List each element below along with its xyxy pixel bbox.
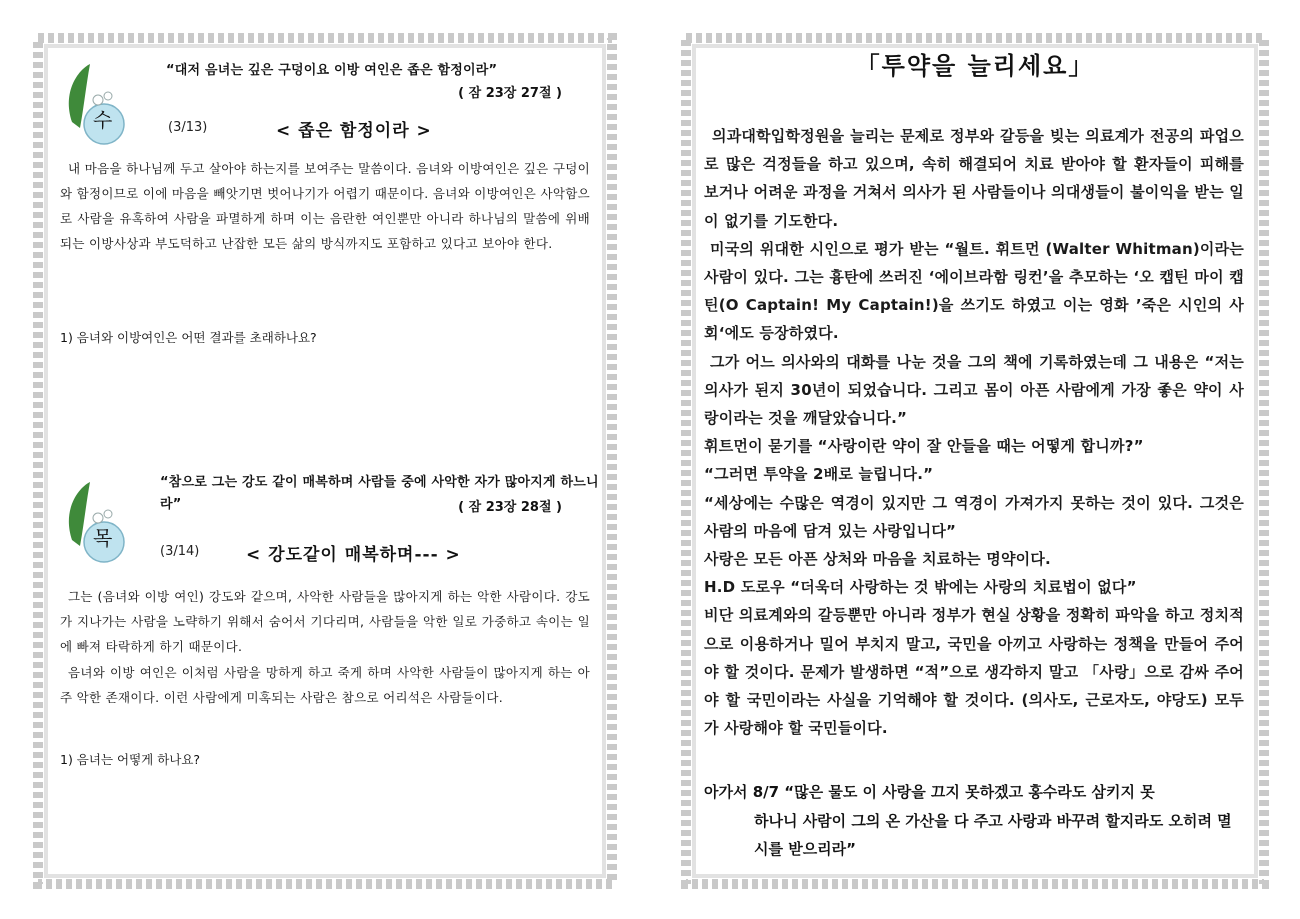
- verse-reference: ( 잠 23장 27절 ): [458, 86, 562, 101]
- column-paragraph: 의과대학입학정원을 늘리는 문제로 정부와 갈등을 빚는 의료계가 전공의 파업으로 많은 걱정들을 하고 있으며, 속히 해결되어 치료 받아야 할 환자들이 피해를 보거나 어려운 과정을 거쳐서 의사가 된 사람들이나 의대생들이 불이익을 받는 일이 없기를 기도한다.: [704, 127, 1244, 230]
- column-title: 「투약을 늘리세요」: [855, 52, 1095, 80]
- day-title: < 좁은 함정이라 >: [276, 121, 432, 141]
- badge-weekday: 목: [93, 526, 113, 550]
- column-paragraph: 비단 의료계와의 갈등뿐만 아니라 정부가 현실 상황을 정확히 파악을 하고 정치적으로 이용하거나 밀어 부치지 말고, 국민을 아끼고 사랑하는 정책을 만들어 주어야 할 것이다. 문제가 발생하면 “적”으로 생각하지 말고 「사랑」으로 감싸 주어야 할 국민이라는 사실을 기억해야 할 것이다. (의사도, 근로자도, 야당도) 모두가 사랑해야 할 국민들이다.: [704, 606, 1244, 738]
- devotion-body: 음녀와 이방 여인은 이처럼 사람을 망하게 하고 죽게 하며 사악한 사람들이 많아지게 하는 아주 악한 존재이다. 이런 사람에게 미혹되는 사람은 참으로 어리석은 사람들이다.: [60, 665, 590, 705]
- column-paragraph: “그러면 투약을 2배로 늘립니다.”: [704, 465, 934, 484]
- devotion-body: 그는 (음녀와 이방 여인) 강도와 같으며, 사악한 사람들을 많아지게 하는 악한 사람이다. 강도가 지나가는 사람을 노략하기 위해서 숨어서 기다리며, 사람들을 악한 일로 가중하고 속이는 일에 빠져 타락하게 하기 때문이다.: [60, 589, 590, 654]
- question: 1) 음녀는 어떻게 하나요?: [60, 752, 201, 767]
- devotion-body: 내 마음을 하나님께 두고 살아야 하는지를 보여주는 말씀이다. 음녀와 이방여인은 깊은 구덩이와 함정이므로 이에 마음을 빼앗기면 벗어나기가 어렵기 때문이다. 음녀와 이방여인은 사악함으로 사람을 유혹하여 사람을 파멸하게 하며 이는 음란한 여인뿐만 아니라 하나님의 말씀에 위배되는 이방사상과 부도덕하고 난잡한 모든 삶의 방식까지도 포함하고 있다고 보아야 한다.: [60, 161, 590, 251]
- verse-quote: “대저 음녀는 깊은 구덩이요 이방 여인은 좁은 함정이라”: [166, 63, 498, 78]
- closing-verse: [704, 778, 1244, 864]
- right-page: [678, 30, 1272, 892]
- column-paragraph: 휘트먼이 묻기를 “사랑이란 약이 잘 안들을 때는 어떻게 합니까?”: [704, 437, 1144, 456]
- column-paragraph: 사랑은 모든 아픈 상처와 마음을 치료하는 명약이다.: [704, 550, 1051, 569]
- column-paragraph: 미국의 위대한 시인으로 평가 받는 “월트. 휘트먼 (Walter Whitman)이라는 사람이 있다. 그는 흉탄에 쓰러진 ‘에이브라함 링컨’을 추모하는 ‘오 캡틴 마이 캡틴(O Captain! My Captain!)을 쓰기도 하였고 이는 영화 ’죽은 시인의 사회‘에도 등장하였다.: [704, 239, 1244, 343]
- left-page: [30, 30, 620, 892]
- column-paragraph: “세상에는 수많은 역경이 있지만 그 역경이 가져가지 못하는 것이 있다. 그것은 사람의 마음에 담겨 있는 사랑입니다”: [704, 493, 1244, 540]
- verse-quote: “참으로 그는 강도 같이 매복하며 사람들 중에 사악한 자가 많아지게 하느니라”: [160, 475, 599, 512]
- badge-weekday: 수: [93, 108, 113, 132]
- column-body: [704, 122, 1244, 742]
- column-paragraph: 그가 어느 의사와의 대화를 나눈 것을 그의 책에 기록하였는데 그 내용은 “저는 의사가 된지 30년이 되었습니다. 그리고 몸이 아픈 사람에게 가장 좋은 약이 사랑이라는 것을 깨달았습니다.”: [704, 352, 1244, 428]
- day-date: (3/13): [168, 120, 208, 135]
- closing-verse-line: 아가서 8/7 “많은 물도 이 사랑을 끄지 못하겠고 홍수라도 삼키지 못: [704, 783, 1155, 801]
- question: 1) 음녀와 이방여인은 어떤 결과를 초래하나요?: [60, 330, 317, 345]
- day-title: < 강도같이 매복하며--- >: [246, 545, 461, 565]
- closing-verse-continuation: 하나니 사람이 그의 온 가산을 다 주고 사랑과 바꾸려 할지라도 오히려 멸시를 받으리라”: [754, 811, 1232, 858]
- column-paragraph: H.D 도로우 “더욱더 사랑하는 것 밖에는 사랑의 치료법이 없다”: [704, 578, 1137, 597]
- day-date: (3/14): [160, 544, 200, 559]
- verse-reference: ( 잠 23장 28절 ): [458, 500, 562, 515]
